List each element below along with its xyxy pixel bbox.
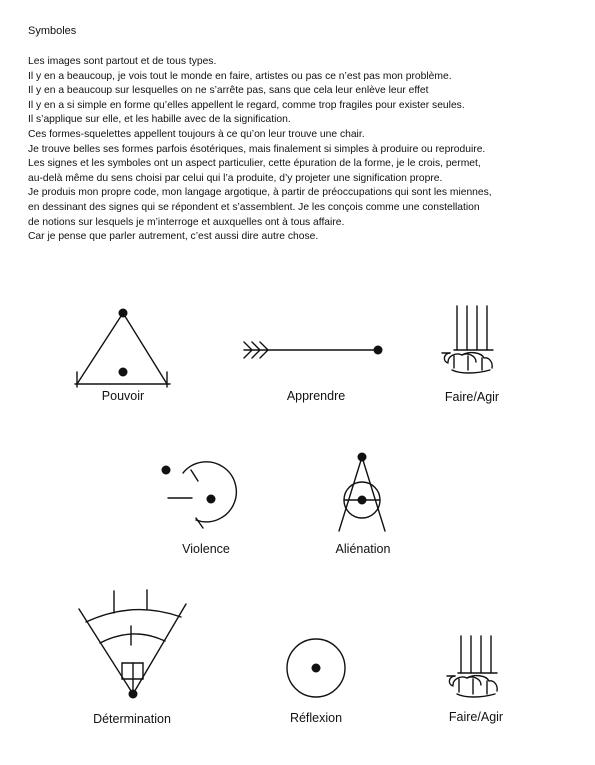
faire-agir-symbol-2 <box>447 636 497 697</box>
paragraph-line: de notions sur lesquels je m’interroge et auxquelles ont à tous affaire. <box>28 216 345 228</box>
alienation-label: Aliénation <box>335 542 391 556</box>
reflexion-symbol <box>287 639 345 697</box>
page-heading: Symboles <box>28 25 77 37</box>
reflexion-label: Réflexion <box>289 711 343 725</box>
paragraph-line: Il s’applique sur elle, et les habille avec de la signification. <box>28 114 291 126</box>
pouvoir-label: Pouvoir <box>101 389 145 403</box>
violence-label: Violence <box>182 542 230 556</box>
paragraph-line: Il y en a si simple en forme qu’elles appellent le regard, comme trop fragiles pour exister seules. <box>28 99 465 111</box>
faire-agir-label-2: Faire/Agir <box>448 710 504 724</box>
paragraph-line: Je produis mon propre code, mon langage argotique, à partir de préoccupations qui sont les miennes, <box>28 187 492 199</box>
paragraph-line: Ces formes-squelettes appellent toujours à ce qu’on leur trouve une chair. <box>28 128 365 140</box>
paragraph-line: Il y en a beaucoup sur lesquelles on ne s’arrête pas, sans que cela leur enlève leur effet <box>28 85 429 97</box>
paragraph-line: Les images sont partout et de tous types. <box>28 56 217 67</box>
paragraph-line: au-delà même du sens choisi par celui qui l’a produite, d’y projeter une signification propre. <box>28 172 443 184</box>
faire-agir-label-1: Faire/Agir <box>444 390 500 404</box>
paragraph-line: Car je pense que parler autrement, c’est aussi dire autre chose. <box>28 231 319 243</box>
alienation-symbol <box>339 453 385 532</box>
paragraph-line: Les signes et les symboles ont un aspect particulier, cette épuration de la forme, je le crois, permet, <box>28 158 481 170</box>
paragraph-line: en dessinant des signes qui se répondent et s’assemblent. Je les conçois comme une constellation <box>28 201 480 213</box>
faire-agir-symbol-1 <box>442 306 493 373</box>
apprendre-symbol <box>244 342 383 358</box>
apprendre-label: Apprendre <box>286 389 346 403</box>
violence-symbol <box>162 462 237 528</box>
paragraph-line: Il y en a beaucoup, je vois tout le monde en faire, artistes ou pas ce n’est pas mon problème. <box>28 70 452 82</box>
pouvoir-symbol <box>75 309 170 388</box>
determination-label: Détermination <box>93 712 171 726</box>
paragraph-line: Je trouve belles ses formes parfois ésotériques, mais finalement si simples à produire ou reproduire. <box>28 143 486 155</box>
determination-symbol <box>79 590 186 699</box>
